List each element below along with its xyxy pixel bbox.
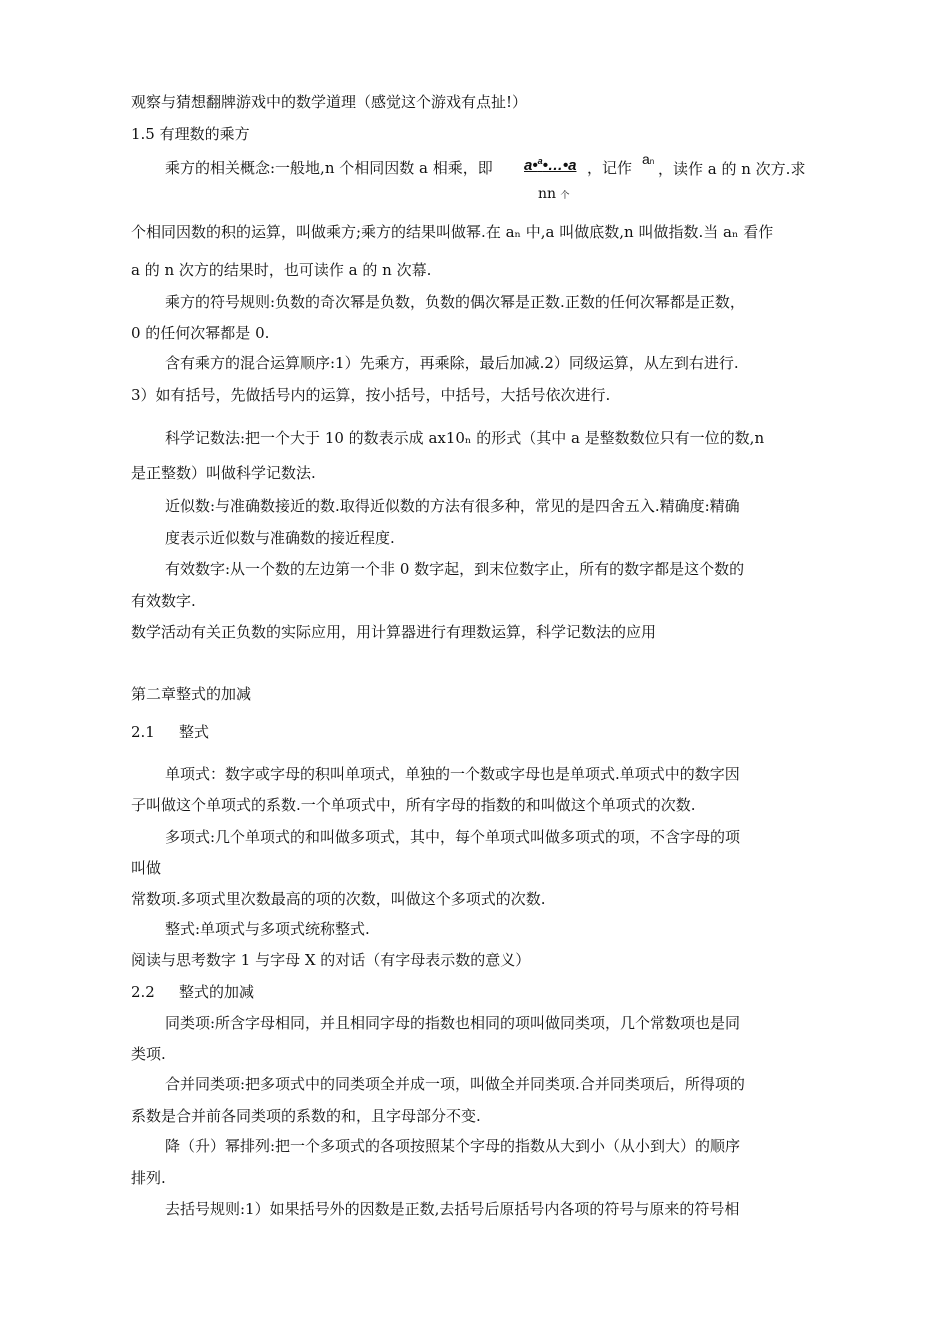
text-line: 单项式：数字或字母的积叫单项式，单独的一个数或字母也是单项式.单项式中的数字因 xyxy=(165,765,740,783)
text-line: 常数项.多项式里次数最高的项的次数，叫做这个多项式的次数. xyxy=(131,890,546,908)
text-line: ，记作 xyxy=(587,159,633,177)
text-line: 类项. xyxy=(131,1045,166,1063)
text-line: 同类项:所含字母相同，并且相同字母的指数也相同的项叫做同类项，几个常数项也是同 xyxy=(165,1014,741,1032)
text-line: 阅读与思考数字 1 与字母 X 的对话（有字母表示数的意义） xyxy=(131,951,531,969)
text-line: 数学活动有关正负数的实际应用，用计算器进行有理数运算，科学记数法的应用 xyxy=(131,623,657,641)
text-line: a 的 n 次方的结果时，也可读作 a 的 n 次幕. xyxy=(131,261,432,279)
text-line: 多项式:几个单项式的和叫做多项式，其中，每个单项式叫做多项式的项，不含字母的项 xyxy=(165,828,741,846)
text-line: 有效数字:从一个数的左边第一个非 0 数字起，到末位数字止，所有的数字都是这个数的 xyxy=(165,560,745,578)
text-line: 个相同因数的积的运算，叫做乘方;乘方的结果叫做幂.在 aₙ 中,a 叫做底数,n 叫做指数.当 aₙ 看作 xyxy=(131,223,774,241)
section-heading: 2.1 整式 xyxy=(131,723,210,741)
text-line: 度表示近似数与准确数的接近程度. xyxy=(165,529,395,547)
text-line: 3）如有括号，先做括号内的运算，按小括号，中括号，大括号依次进行. xyxy=(131,386,611,404)
text-line: 0 的任何次幂都是 0. xyxy=(131,324,270,342)
text-line: 去括号规则:1）如果括号外的因数是正数,去括号后原括号内各项的符号与原来的符号相 xyxy=(165,1200,740,1218)
text-line: 是正整数）叫做科学记数法. xyxy=(131,464,316,482)
formula-underbrace-label: nn 个 xyxy=(538,186,570,202)
product-formula: a•$^a$•…•a xyxy=(524,156,577,174)
text-line: ，读作 a 的 n 次方.求 xyxy=(658,160,806,178)
text-line: 排列. xyxy=(131,1169,166,1187)
text-line: 子叫做这个单项式的系数.一个单项式中，所有字母的指数的和叫做这个单项式的次数. xyxy=(131,796,696,814)
text-line: 乘方的符号规则:负数的奇次幂是负数，负数的偶次幂是正数.正数的任何次幂都是正数， xyxy=(165,293,745,311)
text-line: 含有乘方的混合运算顺序:1）先乘方，再乘除，最后加减.2）同级运算，从左到右进行. xyxy=(165,354,739,372)
text-line: 系数是合并前各同类项的系数的和，且字母部分不变. xyxy=(131,1107,481,1125)
chapter-heading: 第二章整式的加减 xyxy=(131,685,252,703)
text-line: 乘方的相关概念:一般地,n 个相同因数 a 相乘，即 xyxy=(165,159,493,177)
text-line: 叫做 xyxy=(131,859,162,877)
text-line: 合并同类项:把多项式中的同类项全并成一项，叫做全并同类项.合并同类项后，所得项的 xyxy=(165,1075,745,1093)
text-line: 降（升）幂排列:把一个多项式的各项按照某个字母的指数从大到小（从小到大）的顺序 xyxy=(165,1137,741,1155)
section-heading: 2.2 整式的加减 xyxy=(131,983,255,1001)
text-line: 整式:单项式与多项式统称整式. xyxy=(165,920,370,938)
text-line: 观察与猜想翻牌游戏中的数学道理（感觉这个游戏有点扯!） xyxy=(131,93,528,111)
text-line: 近似数:与准确数接近的数.取得近似数的方法有很多种，常见的是四舍五入.精确度:精确 xyxy=(165,497,740,515)
power-notation: an xyxy=(642,151,655,167)
text-line: 科学记数法:把一个大于 10 的数表示成 ax10ₙ 的形式（其中 a 是整数数位只有一位的数,n xyxy=(165,429,765,447)
text-line: 有效数字. xyxy=(131,592,196,610)
section-heading: 1.5 有理数的乘方 xyxy=(131,125,250,143)
